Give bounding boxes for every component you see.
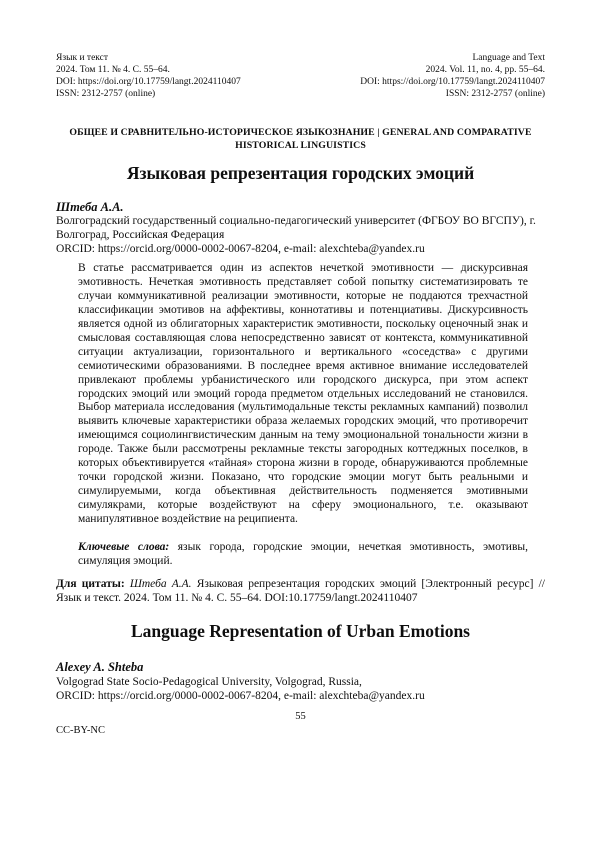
- orcid-email-line-en: ORCID: https://orcid.org/0000-0002-0067-8204, e-mail: alexchteba@yandex.ru: [56, 690, 425, 703]
- affiliation-ru: Волгоградский государственный социально-педагогический университет (ФГБОУ ВО ВГСПУ), г. Волгоград, Российская Федерация: [56, 215, 536, 241]
- journal-issue-en: 2024. Vol. 11, no. 4, pp. 55–64.: [425, 65, 545, 75]
- journal-header: [56, 52, 545, 100]
- journal-issue-ru: 2024. Том 11. № 4. С. 55–64.: [56, 65, 170, 75]
- journal-header-en: [360, 52, 545, 100]
- keywords-list: язык города, городские эмоции, нечеткая эмотивность, эмотивы, симуляция эмоций.: [78, 540, 528, 567]
- citation-reference: Языковая репрезентация городских эмоций [Электронный ресурс] // Язык и текст. 2024. Том 11. № 4. С. 55–64. DOI:10.17759/langt.2024110407: [56, 578, 546, 605]
- citation-author: Штеба А.А.: [124, 578, 192, 591]
- section-heading: ОБЩЕЕ И СРАВНИТЕЛЬНО-ИСТОРИЧЕСКОЕ ЯЗЫКОЗНАНИЕ | GENERAL AND COMPARATIVE HISTORICAL LINGUISTICS: [69, 127, 532, 151]
- keywords-label: Ключевые слова:: [78, 540, 170, 553]
- author-block-en: [56, 660, 545, 703]
- license-label: CC-BY-NC: [56, 725, 106, 737]
- orcid-email-line-ru: ORCID: https://orcid.org/0000-0002-0067-8204, e-mail: alexchteba@yandex.ru: [56, 242, 425, 255]
- journal-issn-en: ISSN: 2312-2757 (online): [445, 89, 545, 99]
- article-title-ru: Языковая репрезентация городских эмоций: [126, 163, 475, 183]
- citation-paragraph: [56, 577, 545, 605]
- author-block-ru: [56, 200, 545, 256]
- journal-title-ru: Язык и текст: [56, 53, 109, 63]
- keywords-paragraph: [78, 541, 528, 569]
- journal-issn-ru: ISSN: 2312-2757 (online): [56, 89, 156, 99]
- page-number: 55: [295, 711, 306, 723]
- journal-doi-en: DOI: https://doi.org/10.17759/langt.2024110407: [360, 77, 545, 87]
- affiliation-en: Volgograd State Socio-Pedagogical University, Volgograd, Russia,: [56, 676, 362, 689]
- abstract-text: В статье рассматривается один из аспектов нечеткой эмотивности — дискурсивная эмотивность. Нечеткая эмотивность представляет собой попытку систематизировать те случаи коммуникативной реализации эмотивности, которые не поддаются трехчастной классификации эмотивов на аффективы, коннотативы и потенциативы. Дискурсивность является одной из облигаторных характеристик эмотивности, поскольку оценочный знак и смысловая составляющая слова непосредственно зависят от контекста, коммуникативной ситуации актуализации, горизонтального и вертикального «соседства» с другими семиотическими образованиями. В последнее время активное внимание исследователей привлекают проблемы урбанистического или городского дискурса, при этом аспект городских эмоций или эмоций города предметом отдельных исследований не становился. Выбор материала исследования (мультимодальные тексты рекламных кампаний) позволил выявить ключевые характеристики образа желаемых городских эмоций, что противоречит имеющимся социолингвистическим данным на тему эмоциональной тональности жизни в городе. Также были рассмотрены рекламные тексты загородных коттеджных поселков, в которых объективируется «тайная» сторона жизни в городе, обнаруживаются проблемные точки городской жизни. Показано, что городские эмоции могут быть реальными и симулируемыми, когда объективная действительность подменяется эмотивными симулякрами, которые воздействуют на сферу эмоционального, т.е. оказывают манипулятивное воздействие на реципиента.: [78, 262, 528, 525]
- journal-title-en: Language and Text: [472, 53, 545, 63]
- journal-doi-ru: DOI: https://doi.org/10.17759/langt.2024110407: [56, 77, 241, 87]
- author-name-ru: Штеба А.А.: [56, 200, 124, 214]
- article-title-en: Language Representation of Urban Emotions: [130, 621, 470, 642]
- author-name-en: Alexey A. Shteba: [56, 660, 144, 675]
- citation-label: Для цитаты:: [56, 578, 125, 591]
- journal-header-ru: [56, 52, 241, 100]
